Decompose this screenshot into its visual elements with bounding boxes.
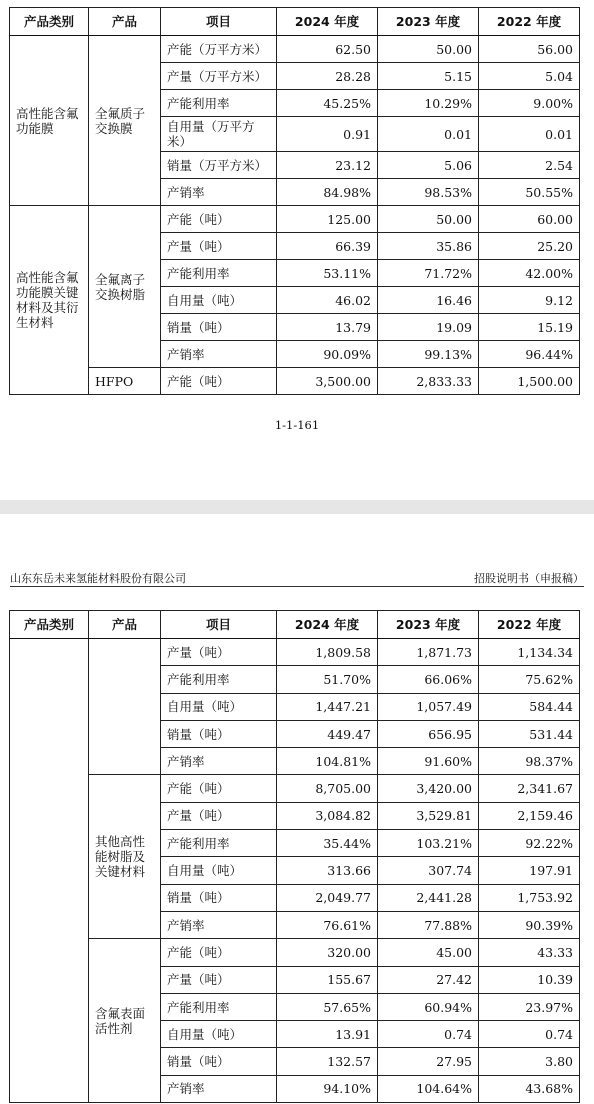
product-cell-hfpo: HFPO: [89, 368, 161, 395]
value-2024: 90.09%: [277, 341, 378, 368]
capacity-table-page-2: [9, 610, 580, 1103]
header-item: 项目: [161, 611, 277, 639]
document-page-1: [0, 0, 594, 500]
value-2024: 51.70%: [277, 666, 378, 693]
item-cell: 产销率: [161, 341, 277, 368]
value-2022: 96.44%: [479, 341, 580, 368]
value-2022: 0.01: [479, 117, 580, 152]
table-row: [10, 939, 580, 966]
category-cell: 高性能含氟功能膜关键材料及其衍生材料: [10, 206, 89, 395]
item-cell: 产能利用率: [161, 993, 277, 1020]
value-2023: 5.15: [378, 63, 479, 90]
item-cell: 产能利用率: [161, 260, 277, 287]
header-2024: 2024 年度: [277, 611, 378, 639]
header-product: 产品: [89, 611, 161, 639]
value-2022: 50.55%: [479, 179, 580, 206]
value-2024: 132.57: [277, 1048, 378, 1075]
value-2024: 94.10%: [277, 1075, 378, 1102]
table-row: [10, 36, 580, 63]
value-2022: 2.54: [479, 152, 580, 179]
value-2022: 0.74: [479, 1021, 580, 1048]
value-2023: 3,529.81: [378, 802, 479, 829]
value-2024: 125.00: [277, 206, 378, 233]
value-2023: 27.42: [378, 966, 479, 993]
item-cell: 销量（吨）: [161, 720, 277, 747]
value-2022: 43.33: [479, 939, 580, 966]
item-cell: 自用量（吨）: [161, 693, 277, 720]
product-cell: [89, 639, 161, 775]
value-2023: 3,420.00: [378, 775, 479, 802]
product-cell: 其他高性能树脂及关键材料: [89, 775, 161, 939]
item-cell: 产销率: [161, 911, 277, 938]
value-2023: 656.95: [378, 720, 479, 747]
value-2023: 104.64%: [378, 1075, 479, 1102]
category-cell: 高性能含氟功能膜: [10, 36, 89, 206]
header-category: 产品类别: [10, 611, 89, 639]
item-cell: 产能利用率: [161, 830, 277, 857]
value-2022: 5.04: [479, 63, 580, 90]
table-header-row: [10, 8, 580, 36]
item-cell: 产能（吨）: [161, 939, 277, 966]
value-2023: 27.95: [378, 1048, 479, 1075]
value-2024: 0.91: [277, 117, 378, 152]
value-2022: 60.00: [479, 206, 580, 233]
item-cell: 自用量（吨）: [161, 287, 277, 314]
value-2023: 0.01: [378, 117, 479, 152]
table-header-row: [10, 611, 580, 639]
value-2024: 1,809.58: [277, 639, 378, 666]
table-row: [10, 206, 580, 233]
value-2022: 2,159.46: [479, 802, 580, 829]
value-2024: 13.79: [277, 314, 378, 341]
table-row: [10, 639, 580, 666]
value-2024: 2,049.77: [277, 884, 378, 911]
header-2023: 2023 年度: [378, 8, 479, 36]
value-2022: 10.39: [479, 966, 580, 993]
value-2024: 3,500.00: [277, 368, 378, 395]
value-2022: 1,753.92: [479, 884, 580, 911]
value-2023: 98.53%: [378, 179, 479, 206]
value-2022: 23.97%: [479, 993, 580, 1020]
value-2024: 57.65%: [277, 993, 378, 1020]
value-2022: 584.44: [479, 693, 580, 720]
value-2024: 76.61%: [277, 911, 378, 938]
value-2023: 10.29%: [378, 90, 479, 117]
value-2024: 449.47: [277, 720, 378, 747]
value-2023: 16.46: [378, 287, 479, 314]
value-2023: 66.06%: [378, 666, 479, 693]
value-2022: 56.00: [479, 36, 580, 63]
value-2023: 35.86: [378, 233, 479, 260]
header-2024: 2024 年度: [277, 8, 378, 36]
value-2022: 3.80: [479, 1048, 580, 1075]
value-2022: 43.68%: [479, 1075, 580, 1102]
item-cell: 销量（吨）: [161, 314, 277, 341]
value-2024: 313.66: [277, 857, 378, 884]
product-cell: 全氟质子交换膜: [89, 36, 161, 206]
value-2024: 155.67: [277, 966, 378, 993]
value-2024: 35.44%: [277, 830, 378, 857]
table-row: [10, 368, 580, 395]
product-cell: 含氟表面活性剂: [89, 939, 161, 1103]
document-type-header: 招股说明书（申报稿）: [474, 572, 584, 585]
value-2022: 92.22%: [479, 830, 580, 857]
item-cell: 销量（吨）: [161, 884, 277, 911]
value-2022: 42.00%: [479, 260, 580, 287]
item-cell: 产能（吨）: [161, 368, 277, 395]
value-2022: 1,500.00: [479, 368, 580, 395]
value-2024: 3,084.82: [277, 802, 378, 829]
value-2023: 2,441.28: [378, 884, 479, 911]
value-2024: 13.91: [277, 1021, 378, 1048]
value-2022: 25.20: [479, 233, 580, 260]
item-cell: 产销率: [161, 748, 277, 775]
capacity-table-page-1: [9, 7, 580, 395]
value-2023: 77.88%: [378, 911, 479, 938]
value-2023: 1,057.49: [378, 693, 479, 720]
value-2024: 66.39: [277, 233, 378, 260]
item-cell: 自用量（万平方米）: [161, 117, 277, 152]
value-2024: 1,447.21: [277, 693, 378, 720]
value-2022: 90.39%: [479, 911, 580, 938]
item-cell: 产量（万平方米）: [161, 63, 277, 90]
value-2022: 531.44: [479, 720, 580, 747]
value-2022: 75.62%: [479, 666, 580, 693]
item-cell: 产量（吨）: [161, 233, 277, 260]
item-cell: 产能（吨）: [161, 206, 277, 233]
page-gap: [0, 500, 594, 514]
value-2023: 71.72%: [378, 260, 479, 287]
value-2024: 84.98%: [277, 179, 378, 206]
value-2022: 2,341.67: [479, 775, 580, 802]
header-product: 产品: [89, 8, 161, 36]
item-cell: 产量（吨）: [161, 966, 277, 993]
value-2023: 19.09: [378, 314, 479, 341]
item-cell: 销量（吨）: [161, 1048, 277, 1075]
value-2023: 307.74: [378, 857, 479, 884]
value-2022: 9.12: [479, 287, 580, 314]
value-2024: 53.11%: [277, 260, 378, 287]
header-2023: 2023 年度: [378, 611, 479, 639]
value-2023: 99.13%: [378, 341, 479, 368]
category-cell: [10, 639, 89, 1103]
item-cell: 自用量（吨）: [161, 857, 277, 884]
item-cell: 产能利用率: [161, 666, 277, 693]
value-2024: 23.12: [277, 152, 378, 179]
product-cell: 全氟离子交换树脂: [89, 206, 161, 368]
table-row: [10, 775, 580, 802]
value-2024: 46.02: [277, 287, 378, 314]
value-2023: 91.60%: [378, 748, 479, 775]
value-2022: 1,134.34: [479, 639, 580, 666]
value-2024: 62.50: [277, 36, 378, 63]
header-item: 项目: [161, 8, 277, 36]
value-2023: 5.06: [378, 152, 479, 179]
value-2022: 9.00%: [479, 90, 580, 117]
item-cell: 自用量（吨）: [161, 1021, 277, 1048]
item-cell: 产销率: [161, 1075, 277, 1102]
value-2024: 320.00: [277, 939, 378, 966]
company-name-header: 山东东岳未来氢能材料股份有限公司: [10, 572, 186, 585]
item-cell: 产能（万平方米）: [161, 36, 277, 63]
value-2023: 0.74: [378, 1021, 479, 1048]
item-cell: 销量（万平方米）: [161, 152, 277, 179]
item-cell: 产能利用率: [161, 90, 277, 117]
value-2023: 50.00: [378, 36, 479, 63]
value-2024: 8,705.00: [277, 775, 378, 802]
value-2024: 45.25%: [277, 90, 378, 117]
value-2023: 60.94%: [378, 993, 479, 1020]
value-2023: 103.21%: [378, 830, 479, 857]
value-2022: 98.37%: [479, 748, 580, 775]
item-cell: 产能（吨）: [161, 775, 277, 802]
document-page-2: [0, 514, 594, 1104]
value-2022: 15.19: [479, 314, 580, 341]
header-2022: 2022 年度: [479, 611, 580, 639]
item-cell: 产量（吨）: [161, 639, 277, 666]
value-2023: 50.00: [378, 206, 479, 233]
header-2022: 2022 年度: [479, 8, 580, 36]
header-divider: [10, 586, 584, 587]
value-2022: 197.91: [479, 857, 580, 884]
value-2023: 45.00: [378, 939, 479, 966]
header-category: 产品类别: [10, 8, 89, 36]
page-number: 1-1-161: [274, 418, 320, 432]
value-2024: 104.81%: [277, 748, 378, 775]
value-2024: 28.28: [277, 63, 378, 90]
value-2023: 1,871.73: [378, 639, 479, 666]
item-cell: 产销率: [161, 179, 277, 206]
item-cell: 产量（吨）: [161, 802, 277, 829]
value-2023: 2,833.33: [378, 368, 479, 395]
